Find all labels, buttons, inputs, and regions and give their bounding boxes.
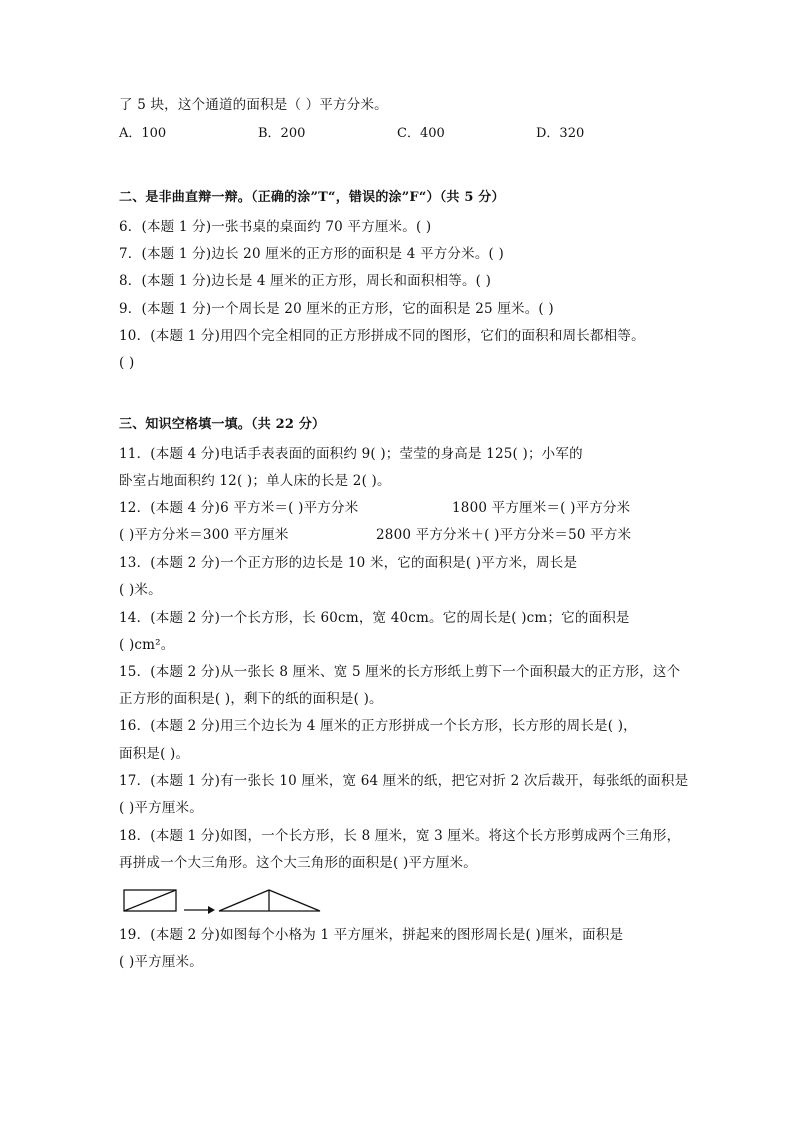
question-19-line2: ( )平方厘米。	[119, 954, 203, 970]
rectangle-diagonal	[124, 890, 176, 911]
q5-option-c[interactable]: C．400	[397, 126, 445, 141]
question-12-line2-left: ( )平方分米＝300 平方厘米	[119, 527, 289, 543]
question-16-line2: 面积是( )。	[119, 746, 190, 762]
question-15-line1: 15．(本题 2 分)从一张长 8 厘米、宽 5 厘米的长方形纸上剪下一个面积最大的正方形，这个	[119, 664, 681, 680]
question-12-line2-right: 2800 平方分米＋( )平方分米＝50 平方米	[376, 527, 632, 543]
q5-option-a[interactable]: A．100	[119, 126, 167, 141]
q5-stem-tail: 了 5 块，这个通道的面积是（ ）平方分米。	[119, 97, 388, 113]
question-10: 10．(本题 1 分)用四个完全相同的正方形拼成不同的图形，它们的面积和周长都相等。	[119, 328, 645, 344]
question-17-line2: ( )平方厘米。	[119, 800, 203, 816]
question-12-line1-right: 1800 平方厘米＝( )平方分米	[452, 500, 631, 516]
question-14-line2: ( )cm²。	[119, 637, 175, 653]
question-11-line2: 卧室占地面积约 12( )；单人床的长是 2( )。	[119, 473, 391, 489]
question-18-line2: 再拼成一个大三角形。这个大三角形的面积是( )平方厘米。	[119, 855, 477, 871]
question-13-line1: 13．(本题 2 分)一个正方形的边长是 10 米，它的面积是( )平方米，周长是	[119, 555, 578, 571]
question-6: 6．(本题 1 分)一张书桌的桌面约 70 平方厘米。( )	[119, 219, 432, 235]
arrow-icon	[208, 906, 215, 914]
section3-heading: 三、知识空格填一填。（共 22 分）	[119, 417, 326, 432]
question-13-line2: ( )米。	[119, 582, 162, 598]
question-17-line1: 17．(本题 1 分)有一张长 10 厘米，宽 64 厘米的纸，把它对折 2 次后裁开，每张纸的面积是	[119, 773, 689, 789]
question-18-line1: 18．(本题 1 分)如图，一个长方形，长 8 厘米，宽 3 厘米。将这个长方形剪成两个三角形，	[119, 828, 681, 844]
q5-option-d[interactable]: D．320	[536, 126, 585, 141]
question-9: 9．(本题 1 分)一个周长是 20 厘米的正方形，它的面积是 25 厘米。( )	[119, 301, 554, 317]
q5-option-b[interactable]: B．200	[258, 126, 306, 141]
question-8: 8．(本题 1 分)边长是 4 厘米的正方形，周长和面积相等。( )	[119, 273, 492, 289]
question-12-line1-left: 12．(本题 4 分)6 平方米＝( )平方分米	[119, 500, 359, 516]
question-18-figure	[120, 886, 330, 916]
question-7: 7．(本题 1 分)边长 20 厘米的正方形的面积是 4 平方分米。( )	[119, 246, 504, 262]
section2-heading: 二、是非曲直辩一辩。（正确的涂”T“，错误的涂”F“）（共 5 分）	[119, 190, 505, 205]
question-19-line1: 19．(本题 2 分)如图每个小格为 1 平方厘米，拼起来的图形周长是( )厘米，面积是	[119, 927, 624, 943]
question-11-line1: 11．(本题 4 分)电话手表表面的面积约 9( )；莹莹的身高是 125( )；小军的	[119, 446, 583, 462]
question-15-line2: 正方形的面积是( )，剩下的纸的面积是( )。	[119, 691, 383, 707]
question-14-line1: 14．(本题 2 分)一个长方形，长 60cm，宽 40cm。它的周长是( )cm；它的面积是	[119, 610, 630, 626]
question-10-answer-blank[interactable]: ( )	[119, 355, 135, 371]
question-16-line1: 16．(本题 2 分)用三个边长为 4 厘米的正方形拼成一个长方形，长方形的周长是( )，	[119, 718, 637, 734]
